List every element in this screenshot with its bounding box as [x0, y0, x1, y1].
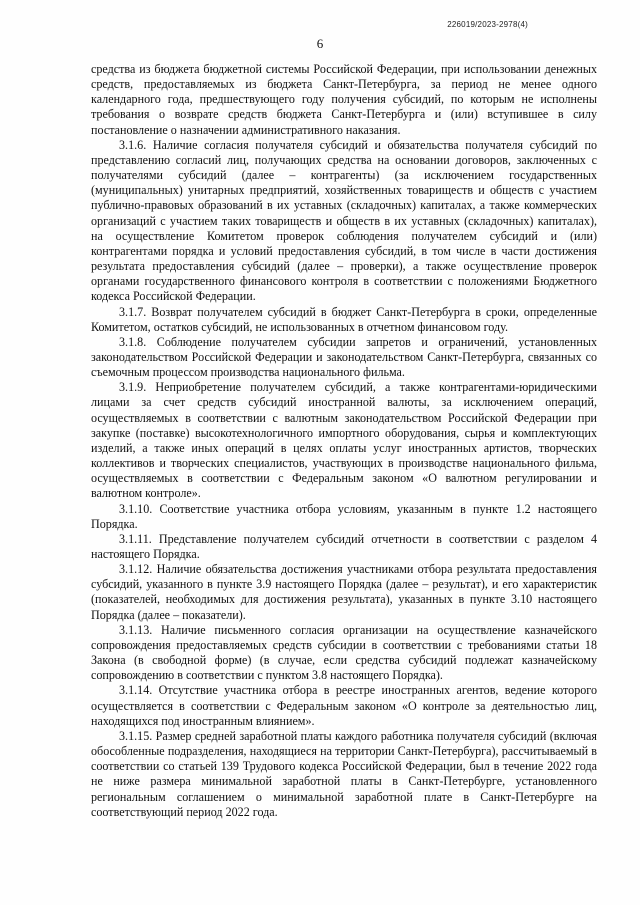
- paragraph-3-1-8: 3.1.8. Соблюдение получателем субсидии запретов и ограничений, установленных законодательством Российской Федерации и законодательством Санкт-Петербурга, связанных со съемочным процессом производства национального фильма.: [91, 334, 597, 380]
- paragraph-3-1-12: 3.1.12. Наличие обязательства достижения участниками отбора результата предоставления субсидий, указанного в пункте 3.9 настоящего Порядка (далее – результат), и его характеристик (показателей, необходимых для достижения результата), указанных в пункте 3.10 настоящего Порядка (далее – показатели).: [91, 562, 597, 622]
- paragraph-3-1-15: 3.1.15. Размер средней заработной платы каждого работника получателя субсидий (включая обособленные подразделения, находящиеся на территории Санкт-Петербурга), рассчитываемый в соответствии со статьей 139 Трудового кодекса Российской Федерации, был в течение 2022 года не ниже размера минимальной заработной платы в Санкт-Петербурге, установленного региональным соглашением о минимальной заработной плате в Санкт-Петербурге на соответствующий период 2022 года.: [91, 728, 597, 819]
- paragraph-3-1-9: 3.1.9. Неприобретение получателем субсидий, а также контрагентами-юридическими лицами за счет средств субсидий иностранной валюты, за исключением операций, осуществляемых в соответствии с валютным законодательством Российской Федерации при закупке (поставке) высокотехнологичного импортного оборудования, сырья и комплектующих изделий, а также иных операций в целях оплаты услуг иностранных артистов, творческих коллективов и творческих специалистов, участвующих в производстве национального фильма, осуществляемых в соответствии с Федеральным законом «О валютном регулировании и валютном контроле».: [91, 380, 597, 501]
- paragraph-3-1-7: 3.1.7. Возврат получателем субсидий в бюджет Санкт-Петербурга в сроки, определенные Комитетом, остатков субсидий, не использованных в отчетном финансовом году.: [91, 304, 597, 334]
- paragraph-3-1-14: 3.1.14. Отсутствие участника отбора в реестре иностранных агентов, ведение которого осуществляется в соответствии с Федеральным законом «О контроле за деятельностью лиц, находящихся под иностранным влиянием».: [91, 683, 597, 728]
- paragraph-3-1-13: 3.1.13. Наличие письменного согласия организации на осуществление казначейского сопровождения предоставляемых средств субсидии в соответствии с требованиями статьи 18 Закона (в свободной форме) (в случае, если средства субсидий подлежат казначейскому сопровождению в соответствии с пунктом 3.8 настоящего Порядка).: [91, 622, 597, 683]
- document-registration-number: 226019/2023-2978(4): [447, 20, 528, 29]
- paragraph-3-1-6: 3.1.6. Наличие согласия получателя субсидий и обязательства получателя субсидий по представлению согласий лиц, получающих средства на основании договоров, заключенных с получателями субсидий (далее – контрагенты) (за исключением государственных (муниципальных) унитарных предприятий, хозяйственных товариществ и обществ с участием публично-правовых образований в их уставных (складочных) капиталах, а также коммерческих организаций с участием таких товариществ и обществ в их уставных (складочных) капиталах), на осуществление Комитетом проверок соблюдения получателем субсидий и (или) контрагентами порядка и условий предоставления субсидий, в том числе в части достижения результата предоставления субсидий (далее – проверки), а также осуществление проверок органами государственного финансового контроля в соответствии с положениями Бюджетного кодекса Российской Федерации.: [91, 137, 597, 304]
- document-body: [91, 62, 597, 820]
- paragraph-3-1-10: 3.1.10. Соответствие участника отбора условиям, указанным в пункте 1.2 настоящего Порядка.: [91, 501, 597, 531]
- paragraph-continuation: средства из бюджета бюджетной системы Российской Федерации, при использовании денежных средств, предоставляемых из бюджета Санкт-Петербурга, за период не менее одного календарного года, предшествующего году получения субсидий, по которым не исполнены требования о возврате средств бюджета Санкт-Петербурга и (или) вступившее в силу постановление о назначении административного наказания.: [91, 62, 597, 137]
- paragraph-3-1-11: 3.1.11. Представление получателем субсидий отчетности в соответствии с разделом 4 настоящего Порядка.: [91, 531, 597, 561]
- page-number: 6: [316, 36, 324, 51]
